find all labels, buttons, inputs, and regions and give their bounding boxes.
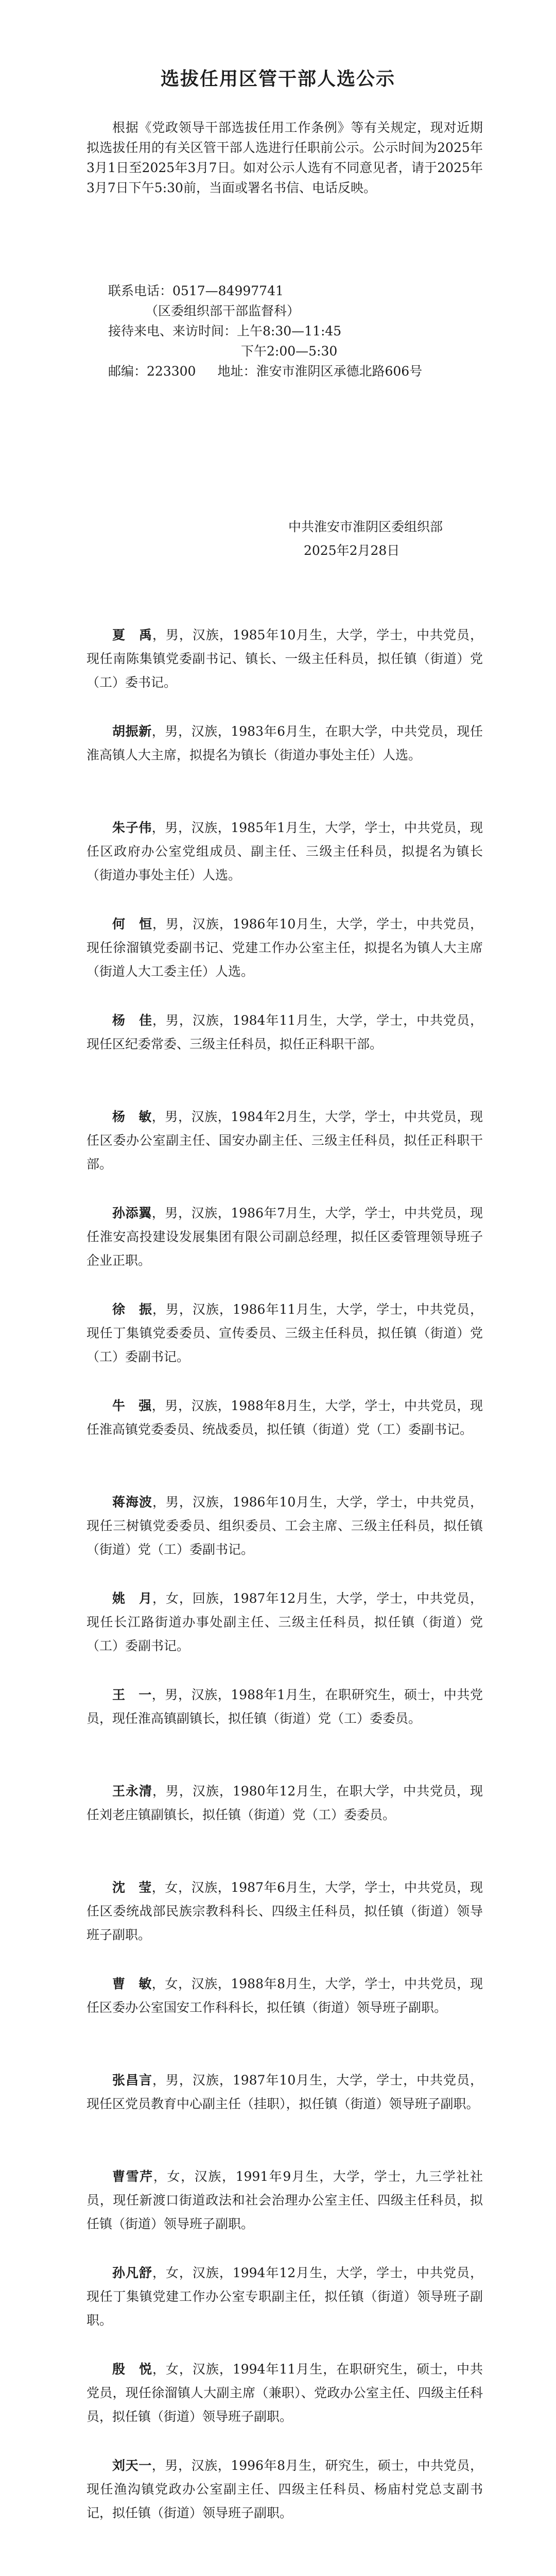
candidate-name: 王永清	[112, 1784, 152, 1799]
contact-block	[108, 281, 499, 381]
candidate-entry	[86, 1490, 483, 1587]
candidate-paragraph	[86, 1876, 483, 1947]
candidate-details: ，女，回族，1987年12月生，大学，学士，中共党员，现任长江路街道办事处副主任、三级主任科员，拟任镇（街道）党（工）委副书记。	[86, 1591, 483, 1653]
candidate-name: 蒋海波	[112, 1495, 152, 1510]
candidate-entry	[86, 1683, 483, 1780]
address: 淮安市淮阴区承德北路606号	[256, 364, 423, 379]
candidate-paragraph	[86, 2261, 483, 2332]
candidate-paragraph	[86, 2358, 483, 2429]
candidate-paragraph	[86, 1009, 483, 1056]
candidate-name: 何 恒	[112, 917, 152, 931]
page-title: 选拔任用区管干部人选公示	[160, 69, 395, 90]
candidate-details: ，男，汉族，1985年10月生，大学，学士，中共党员，现任南陈集镇党委副书记、镇长、一级主任科员，拟任镇（街道）党（工）委书记。	[86, 628, 483, 690]
candidate-details: ，男，汉族，1988年1月生，在职研究生，硕士，中共党员，现任淮高镇副镇长，拟任镇（街道）党（工）委委员。	[86, 1687, 483, 1726]
contact-dept: （区委组织部干部监督科）	[145, 303, 300, 318]
candidate-name: 牛 强	[112, 1398, 152, 1413]
candidate-entry	[86, 816, 483, 912]
candidate-entry	[86, 2261, 483, 2358]
candidate-entry	[86, 2454, 483, 2550]
candidate-details: ，女，汉族，1987年6月生，大学，学士，中共党员，现任区委统战部民族宗教科科长、四级主任科员，拟任镇（街道）领导班子副职。	[86, 1880, 483, 1942]
candidate-paragraph	[86, 2454, 483, 2525]
hours-label: 接待来电、来访时间：	[108, 324, 237, 338]
candidate-entry	[86, 1394, 483, 1490]
candidate-entry	[86, 1587, 483, 1683]
postcode: 223300	[147, 364, 196, 379]
candidate-name: 夏 禹	[112, 628, 152, 642]
candidate-details: ，男，汉族，1984年2月生，大学，学士，中共党员，现任区委办公室副主任、国安办副主任、三级主任科员，拟任正科职干部。	[86, 1109, 483, 1172]
candidate-paragraph	[86, 1490, 483, 1562]
candidate-paragraph	[86, 1587, 483, 1658]
contact-address-line	[108, 361, 499, 381]
candidate-entry	[86, 1972, 483, 2069]
candidate-details: ，男，汉族，1984年11月生，大学，学士，中共党员，现任区纪委常委、三级主任科员，拟任正科职干部。	[86, 1013, 483, 1052]
candidate-paragraph	[86, 912, 483, 984]
candidate-details: ，男，汉族，1986年10月生，大学，学士，中共党员，现任三树镇党委委员、组织委员、工会主席、三级主任科员，拟任镇（街道）党（工）委副书记。	[86, 1495, 483, 1557]
candidate-name: 杨 佳	[112, 1013, 152, 1028]
phone-number: 0517—84997741	[172, 283, 284, 298]
candidate-paragraph	[86, 720, 483, 767]
candidate-details: ，男，汉族，1986年7月生，大学，学士，中共党员，现任淮安高投建设发展集团有限公司副总经理，拟任区委管理领导班子企业正职。	[86, 1206, 483, 1268]
candidate-entry	[86, 1009, 483, 1105]
hours-am: 上午8:30—11:45	[237, 324, 342, 338]
candidate-entry	[86, 1780, 483, 1876]
candidate-details: ，男，汉族，1980年12月生，在职大学，中共党员，现任刘老庄镇副镇长，拟任镇（街道）党（工）委委员。	[86, 1784, 483, 1822]
candidate-entry	[86, 1876, 483, 1972]
candidate-list	[86, 623, 483, 2550]
candidate-name: 曹雪芹	[112, 2169, 153, 2184]
candidate-details: ，女，汉族，1994年12月生，大学，学士，中共党员，现任丁集镇党建工作办公室专职副主任，拟任镇（街道）领导班子副职。	[86, 2265, 483, 2328]
candidate-name: 刘天一	[112, 2458, 152, 2473]
candidate-name: 王 一	[112, 1687, 152, 1702]
signoff-date: 2025年2月28日	[304, 543, 400, 558]
candidate-details: ，女，汉族，1991年9月生，大学，学士，九三学社社员，现任新渡口街道政法和社会治理办公室主任、四级主任科员，拟任镇（街道）领导班子副职。	[86, 2169, 483, 2231]
candidate-paragraph	[86, 1972, 483, 2020]
contact-hours-line	[108, 321, 499, 341]
candidate-entry	[86, 2069, 483, 2165]
candidate-entry	[86, 1201, 483, 1298]
postcode-label: 邮编：	[108, 364, 147, 379]
phone-label: 联系电话：	[108, 283, 173, 298]
candidate-paragraph	[86, 1105, 483, 1176]
candidate-details: ，男，汉族，1996年8月生，研究生，硕士，中共党员，现任渔沟镇党政办公室副主任、四级主任科员、杨庙村党总支副书记，拟任镇（街道）领导班子副职。	[86, 2458, 483, 2520]
candidate-details: ，男，汉族，1983年6月生，在职大学，中共党员，现任淮高镇人大主席，拟提名为镇长（街道办事处主任）人选。	[86, 724, 483, 762]
candidate-entry	[86, 912, 483, 1009]
candidate-name: 徐 振	[112, 1302, 152, 1317]
candidate-details: ，男，汉族，1986年11月生，大学，学士，中共党员，现任丁集镇党委委员、宣传委员、三级主任科员，拟任镇（街道）党（工）委副书记。	[86, 1302, 483, 1364]
candidate-name: 殷 悦	[112, 2362, 152, 2377]
candidate-name: 姚 月	[112, 1591, 152, 1606]
candidate-paragraph	[86, 1780, 483, 1827]
address-label: 地址：	[217, 364, 256, 379]
candidate-entry	[86, 720, 483, 816]
candidate-paragraph	[86, 2165, 483, 2236]
candidate-entry	[86, 2165, 483, 2261]
candidate-paragraph	[86, 1683, 483, 1731]
hours-pm: 下午2:00—5:30	[241, 344, 338, 359]
candidate-details: ，女，汉族，1994年11月生，在职研究生，硕士，中共党员，现任徐溜镇人大副主席（兼职）、党政办公室主任、四级主任科员，拟任镇（街道）领导班子副职。	[86, 2362, 483, 2424]
candidate-name: 张昌言	[112, 2073, 152, 2088]
candidate-paragraph	[86, 1394, 483, 1442]
candidate-paragraph	[86, 1201, 483, 1273]
candidate-name: 胡振新	[112, 724, 152, 739]
candidate-name: 曹 敏	[112, 1976, 152, 1991]
contact-phone-line	[108, 281, 499, 301]
signoff-block	[288, 515, 494, 563]
candidate-entry	[86, 1298, 483, 1394]
candidate-entry	[86, 1105, 483, 1201]
candidate-paragraph	[86, 816, 483, 887]
candidate-paragraph	[86, 2069, 483, 2116]
candidate-entry	[86, 2358, 483, 2454]
candidate-paragraph	[86, 1298, 483, 1369]
candidate-name: 孙凡舒	[112, 2265, 152, 2280]
candidate-details: ，男，汉族，1987年10月生，大学，学士，中共党员，现任区党员教育中心副主任（挂职），拟任镇（街道）领导班子副职。	[86, 2073, 483, 2111]
intro-paragraph	[86, 117, 483, 198]
candidate-name: 朱子伟	[112, 820, 152, 835]
candidate-entry	[86, 623, 483, 720]
candidate-name: 杨 敏	[112, 1109, 152, 1124]
candidate-details: ，男，汉族，1988年8月生，大学，学士，中共党员，现任淮高镇党委委员、统战委员，拟任镇（街道）党（工）委副书记。	[86, 1398, 483, 1437]
candidate-name: 孙添翼	[112, 1206, 152, 1221]
intro-text: 根据《党政领导干部选拔任用工作条例》等有关规定，现对近期拟选拔任用的有关区管干部人选进行任职前公示。公示时间为2025年3月1日至2025年3月7日。如对公示人选有不同意见者，请于2025年3月7日下午5:30前，当面或署名书信、电话反映。	[86, 120, 483, 195]
candidate-details: ，男，汉族，1985年1月生，大学，学士，中共党员，现任区政府办公室党组成员、副主任、三级主任科员，拟提名为镇长（街道办事处主任）人选。	[86, 820, 483, 883]
signoff-org: 中共淮安市淮阴区委组织部	[288, 519, 443, 534]
candidate-name: 沈 莹	[112, 1880, 152, 1895]
candidate-details: ，男，汉族，1986年10月生，大学，学士，中共党员，现任徐溜镇党委副书记、党建工作办公室主任，拟提名为镇人大主席（街道人大工委主任）人选。	[86, 917, 483, 979]
candidate-paragraph	[86, 623, 483, 694]
candidate-details: ，女，汉族，1988年8月生，大学，学士，中共党员，现任区委办公室国安工作科科长，拟任镇（街道）领导班子副职。	[86, 1976, 483, 2015]
